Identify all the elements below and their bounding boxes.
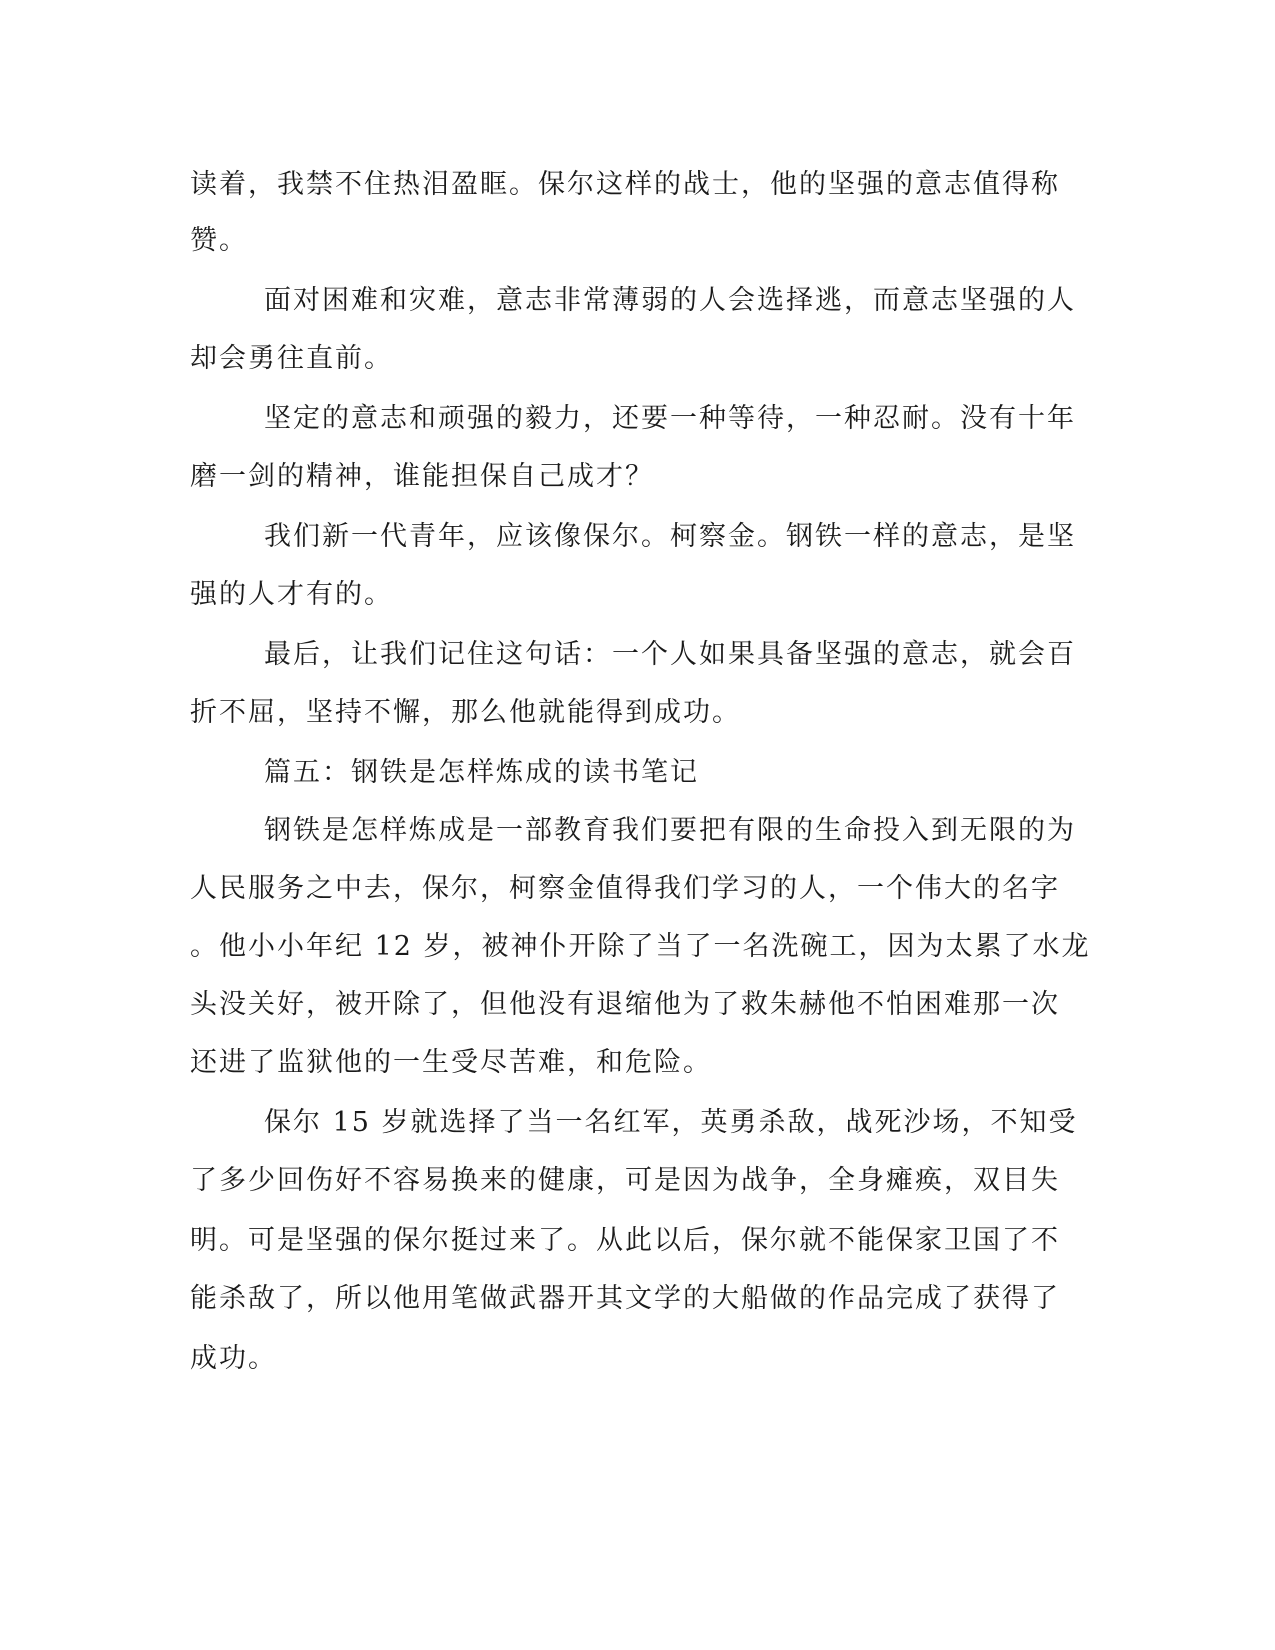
paragraph-first-line: 最后，让我们记住这句话：一个人如果具备坚强的意志，就会百 bbox=[264, 639, 1076, 670]
text-line: 人民服务之中去，保尔，柯察金值得我们学习的人，一个伟大的名字 bbox=[190, 873, 1060, 904]
text-line: 能杀敌了，所以他用笔做武器开其文学的大船做的作品完成了获得了 bbox=[190, 1283, 1060, 1314]
text-line: 。他小小年纪 12 岁，被神仆开除了当了一名洗碗工，因为太累了水龙 bbox=[190, 931, 1091, 962]
text-line: 明。可是坚强的保尔挺过来了。从此以后，保尔就不能保家卫国了不 bbox=[190, 1225, 1060, 1256]
text-line: 成功。 bbox=[190, 1343, 277, 1374]
text-line: 还进了监狱他的一生受尽苦难，和危险。 bbox=[190, 1047, 712, 1078]
text-line: 头没关好，被开除了，但他没有退缩他为了救朱赫他不怕困难那一次 bbox=[190, 989, 1060, 1020]
text-line: 却会勇往直前。 bbox=[190, 343, 393, 374]
paragraph-first-line: 钢铁是怎样炼成是一部教育我们要把有限的生命投入到无限的为 bbox=[264, 815, 1076, 846]
paragraph-first-line: 面对困难和灾难，意志非常薄弱的人会选择逃，而意志坚强的人 bbox=[264, 285, 1076, 316]
text-line: 了多少回伤好不容易换来的健康，可是因为战争，全身瘫痪，双目失 bbox=[190, 1165, 1060, 1196]
text-line: 读着，我禁不住热泪盈眶。保尔这样的战士，他的坚强的意志值得称 bbox=[190, 169, 1060, 200]
text-line: 赞。 bbox=[190, 225, 248, 256]
text-line: 折不屈，坚持不懈，那么他就能得到成功。 bbox=[190, 697, 741, 728]
paragraph-first-line: 保尔 15 岁就选择了当一名红军，英勇杀敌，战死沙场，不知受 bbox=[264, 1107, 1078, 1138]
text-line: 强的人才有的。 bbox=[190, 579, 393, 610]
text-line: 磨一剑的精神，谁能担保自己成才？ bbox=[190, 461, 654, 492]
paragraph-first-line: 我们新一代青年，应该像保尔。柯察金。钢铁一样的意志，是坚 bbox=[264, 521, 1076, 552]
paragraph-first-line: 坚定的意志和顽强的毅力，还要一种等待，一种忍耐。没有十年 bbox=[264, 403, 1076, 434]
section-heading: 篇五：钢铁是怎样炼成的读书笔记 bbox=[264, 757, 699, 788]
